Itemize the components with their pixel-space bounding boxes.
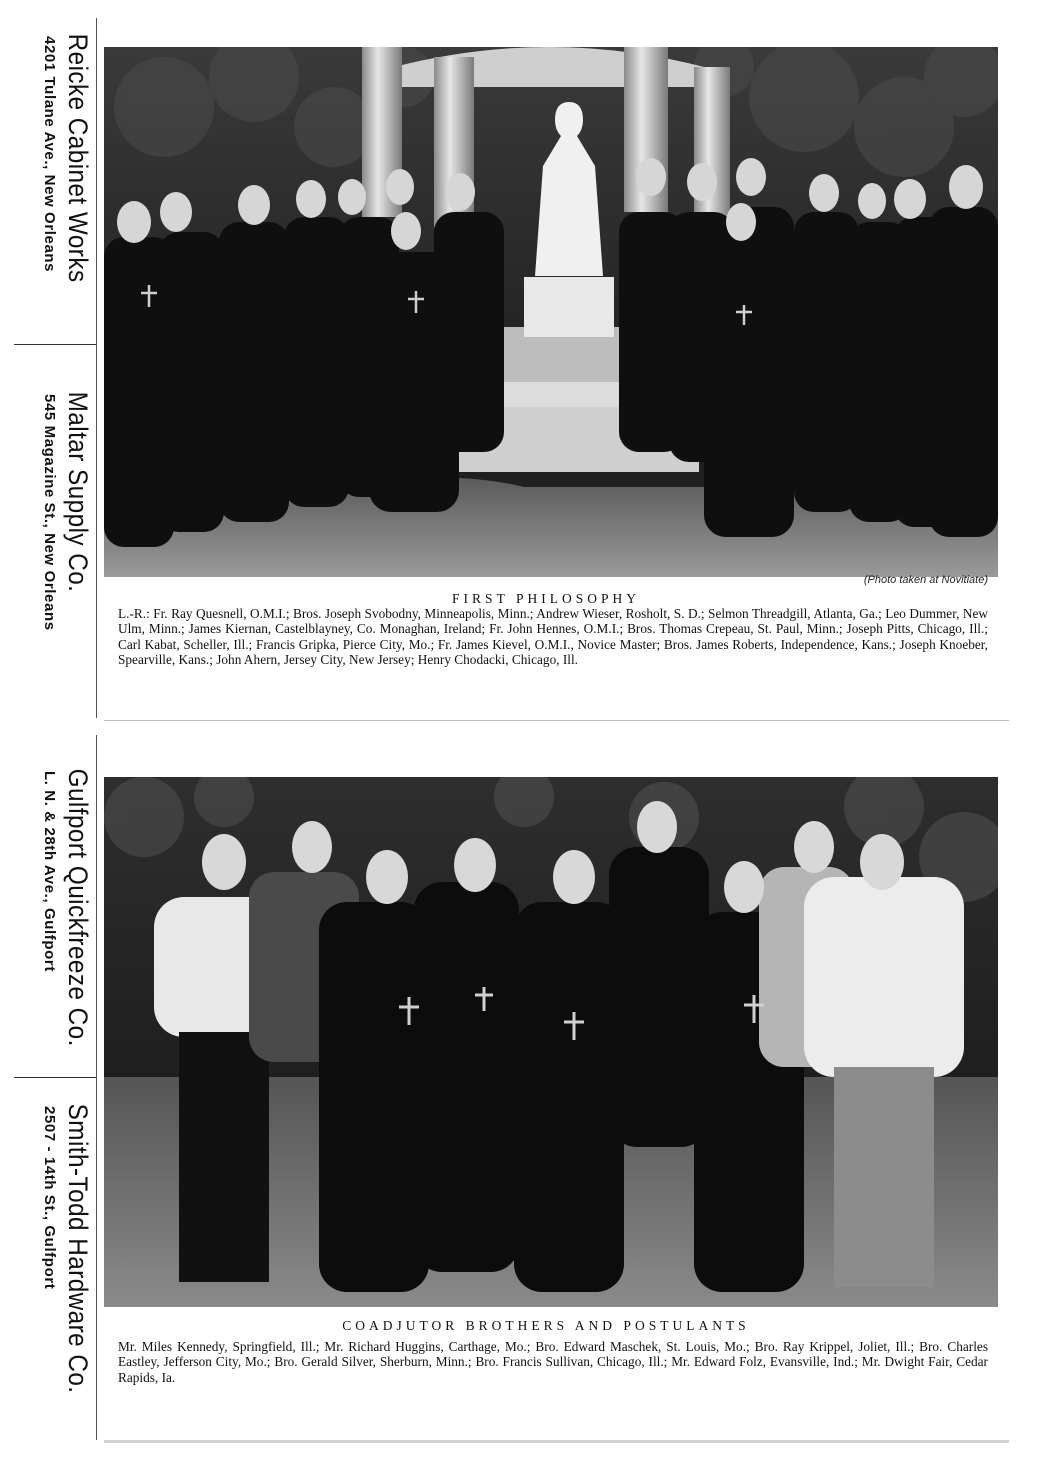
ad-address: L. N. & 28th Ave., Gulfport [41,771,58,972]
first-philosophy-photo [104,47,998,577]
ad-strip-rule-bottom [96,735,97,1440]
ad-divider [14,344,96,345]
photo-credit: (Photo taken at Novitiate) [863,574,988,586]
ad-gulfport-quickfreeze [14,765,96,1075]
ad-address: 2507 - 14th St., Gulfport [41,1106,58,1290]
ad-strip-rule-top [96,18,97,718]
ad-name: Smith-Todd Hardware Co. [63,1103,93,1394]
section-divider [104,720,1009,721]
caption-first-philosophy: L.-R.: Fr. Ray Quesnell, O.M.I.; Bros. Joseph Svobodny, Minneapolis, Minn.; Andrew Wieser, Rosholt, S. D.; Selmon Threadgill, Atlanta, Ga.; Leo Dummer, New Ulm, Minn.; James Kiernan, Castelblayney, Co. Monaghan, Ireland; Fr. John Hennes, O.M.I.; Bros. Thomas Crepeau, St. Paul, Minn.; Joseph Pitts, Chicago, Ill.; Carl Kabat, Scheller, Ill.; Francis Gripka, Pierce City, Mo.; Fr. James Kievel, O.M.I., Novice Master; Bros. James Roberts, Independence, Kans.; Joseph Knoeber, Spearville, Kans.; John Ahern, Jersey City, New Jersey; Henry Chodacki, Chicago, Ill. [118,606,988,668]
ad-reicke-cabinet-works [14,30,96,342]
ad-name: Reicke Cabinet Works [63,33,93,283]
caption-coadjutor-brothers: Mr. Miles Kennedy, Springfield, Ill.; Mr. Richard Huggins, Carthage, Mo.; Bro. Edward Maschek, St. Louis, Mo.; Bro. Ray Krippel, Joliet, Ill.; Bro. Charles Eastley, Jefferson City, Mo.; Bro. Gerald Silver, Sherburn, Minn.; Bro. Francis Sullivan, Chicago, Ill.; Mr. Edward Folz, Evansville, Ind.; Mr. Dwight Fair, Cedar Rapids, Ia. [118,1339,988,1385]
section-title-coadjutor-brothers: COADJUTOR BROTHERS AND POSTULANTS [342,1318,750,1333]
page-bottom-rule [104,1440,1009,1443]
coadjutor-brothers-photo [104,777,998,1307]
ad-divider [14,1077,96,1078]
ad-address: 545 Magazine St., New Orleans [41,394,58,631]
ad-maltar-supply [14,388,96,708]
section-title-first-philosophy: FIRST PHILOSOPHY [452,591,640,606]
ad-address: 4201 Tulane Ave., New Orleans [41,36,58,273]
ad-name: Gulfport Quickfreeze Co. [63,768,93,1047]
ad-smith-todd-hardware [14,1100,96,1420]
ad-name: Maltar Supply Co. [63,391,93,593]
